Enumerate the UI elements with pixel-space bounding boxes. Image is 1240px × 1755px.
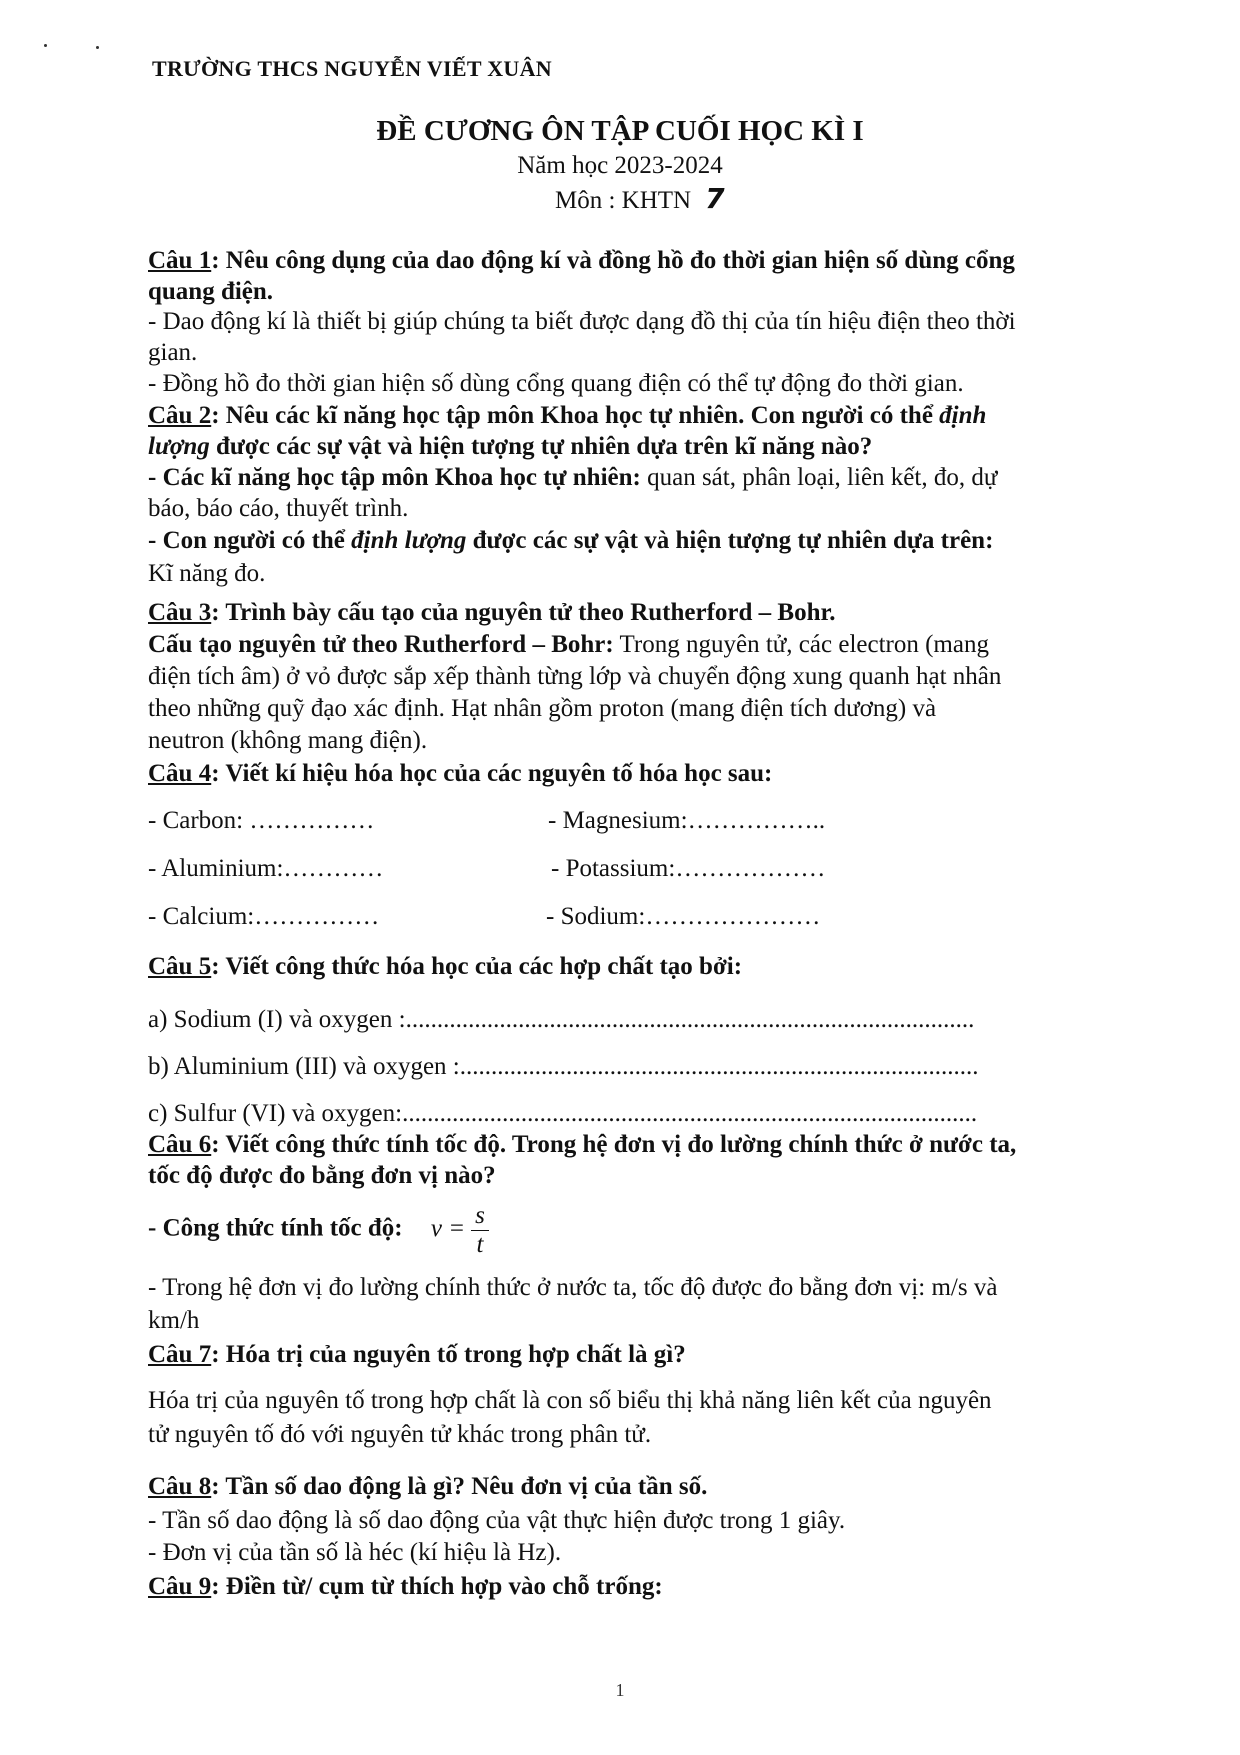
blank-item: - Aluminium:………… (148, 855, 384, 882)
blank-item: - Calcium:…………… (148, 903, 380, 930)
question-text: : Viết kí hiệu hóa học của các nguyên tố hóa học sau: (211, 760, 773, 787)
answer-text: quan sát, phân loại, liên kết, đo, dự (640, 464, 998, 491)
answer-line (148, 630, 989, 660)
answer-line: theo những quỹ đạo xác định. Hạt nhân gồm proton (mang điện tích dương) và (148, 695, 937, 722)
question-text: : Viết công thức tính tốc độ. Trong hệ đơn vị đo lường chính thức ở nước ta, (211, 1131, 1017, 1158)
question-text: : Viết công thức hóa học của các hợp chất tạo bởi: (211, 953, 743, 980)
answer-line (148, 526, 993, 556)
subject-label: Môn : KHTN (555, 187, 692, 214)
subject-line (555, 182, 725, 215)
answer-line: Kĩ năng đo. (148, 560, 266, 587)
answer-line: Hóa trị của nguyên tố trong hợp chất là con số biểu thị khả năng liên kết của nguyên (148, 1387, 992, 1414)
formula-lhs: v = (430, 1214, 466, 1242)
question-number: Câu 8 (148, 1473, 212, 1500)
answer-line: - Đồng hồ đo thời gian hiện số dùng cổng quang điện có thể tự động đo thời gian. (148, 370, 964, 397)
answer-line: km/h (148, 1307, 200, 1334)
answer-line: - Tần số dao động là số dao động của vật thực hiện được trong 1 giây. (148, 1507, 846, 1534)
answer-line: - Đơn vị của tần số là héc (kí hiệu là Hz). (148, 1539, 562, 1566)
formula-line (148, 1202, 489, 1258)
answer-line: gian. (148, 339, 198, 366)
answer-line: báo, báo cáo, thuyết trình. (148, 495, 409, 522)
answer-line: - Dao động kí là thiết bị giúp chúng ta biết được dạng đồ thị của tín hiệu điện theo thời (148, 308, 1016, 335)
blank-item: - Magnesium:…………….. (548, 807, 826, 834)
question-number: Câu 6 (148, 1131, 212, 1158)
blank-item: c) Sulfur (VI) và oxygen:............................................................................................ (148, 1100, 978, 1127)
question-6-cont: tốc độ được đo bằng đơn vị nào? (148, 1162, 496, 1189)
answer-bold-italic: định lượng (351, 527, 467, 554)
school-name: TRƯỜNG THCS NGUYỄN VIẾT XUÂN (152, 56, 552, 81)
question-7 (148, 1340, 686, 1370)
question-3 (148, 598, 836, 628)
handwritten-grade: 7 (705, 182, 725, 215)
question-text: được các sự vật và hiện tượng tự nhiên dựa trên kĩ năng nào? (209, 433, 873, 460)
formula-label: - Công thức tính tốc độ: (148, 1214, 403, 1242)
question-1-cont: quang điện. (148, 278, 274, 305)
question-text: : Nêu công dụng của dao động kí và đồng hồ đo thời gian hiện số dùng cổng (211, 247, 1015, 274)
question-text-italic: định (939, 402, 987, 429)
question-4 (148, 759, 772, 789)
blank-item: - Carbon: …………… (148, 807, 375, 834)
question-text: : Tần số dao động là gì? Nêu đơn vị của tần số. (211, 1473, 708, 1500)
document-title: ĐỀ CƯƠNG ÔN TẬP CUỐI HỌC KÌ I (376, 115, 864, 147)
question-text: : Điền từ/ cụm từ thích hợp vào chỗ trống: (211, 1573, 663, 1600)
question-text: : Nêu các kĩ năng học tập môn Khoa học tự nhiên. Con người có thể (211, 402, 940, 429)
question-text: : Trình bày cấu tạo của nguyên tử theo Rutherford – Bohr. (211, 599, 836, 626)
question-6 (148, 1130, 1016, 1160)
blank-item: b) Aluminium (III) và oxygen :................................................................................... (148, 1053, 979, 1080)
question-8 (148, 1472, 707, 1502)
question-2-cont (148, 432, 872, 462)
answer-text: Trong nguyên tử, các electron (mang (613, 631, 989, 658)
question-5 (148, 952, 742, 982)
answer-line: tử nguyên tố đó với nguyên tử khác trong phân tử. (148, 1421, 652, 1448)
question-text: : Hóa trị của nguyên tố trong hợp chất là gì? (211, 1341, 686, 1368)
answer-line: - Trong hệ đơn vị đo lường chính thức ở nước ta, tốc độ được đo bằng đơn vị: m/s và (148, 1274, 998, 1301)
question-number: Câu 9 (148, 1573, 212, 1600)
question-number: Câu 7 (148, 1341, 212, 1368)
question-9 (148, 1572, 663, 1602)
blank-item: - Potassium:……………… (551, 855, 826, 882)
question-number: Câu 4 (148, 760, 212, 787)
question-1 (148, 246, 1015, 276)
school-year: Năm học 2023-2024 (517, 152, 723, 179)
answer-bold: được các sự vật và hiện tượng tự nhiên dựa trên: (466, 527, 994, 554)
question-text-italic: lượng (148, 433, 210, 460)
scan-speck (96, 46, 99, 49)
answer-line (148, 463, 997, 493)
question-number: Câu 3 (148, 599, 212, 626)
answer-bold: Cấu tạo nguyên tử theo Rutherford – Bohr: (148, 631, 614, 658)
scan-speck (44, 44, 47, 47)
question-2 (148, 401, 986, 431)
answer-line: điện tích âm) ở vỏ được sắp xếp thành từng lớp và chuyển động xung quanh hạt nhân (148, 663, 1002, 690)
fraction-numerator: s (471, 1202, 489, 1231)
answer-line: neutron (không mang điện). (148, 727, 428, 754)
fraction-denominator: t (476, 1230, 484, 1258)
question-number: Câu 5 (148, 953, 212, 980)
question-number: Câu 1 (148, 247, 212, 274)
blank-item: a) Sodium (I) và oxygen :........................................................................................... (148, 1006, 975, 1033)
answer-bold: - Các kĩ năng học tập môn Khoa học tự nhiên: (148, 464, 641, 491)
question-number: Câu 2 (148, 402, 212, 429)
blank-item: - Sodium:………………… (546, 903, 821, 930)
answer-bold: - Con người có thể (148, 527, 352, 554)
page-number: 1 (615, 1680, 625, 1700)
speed-fraction (471, 1202, 489, 1258)
